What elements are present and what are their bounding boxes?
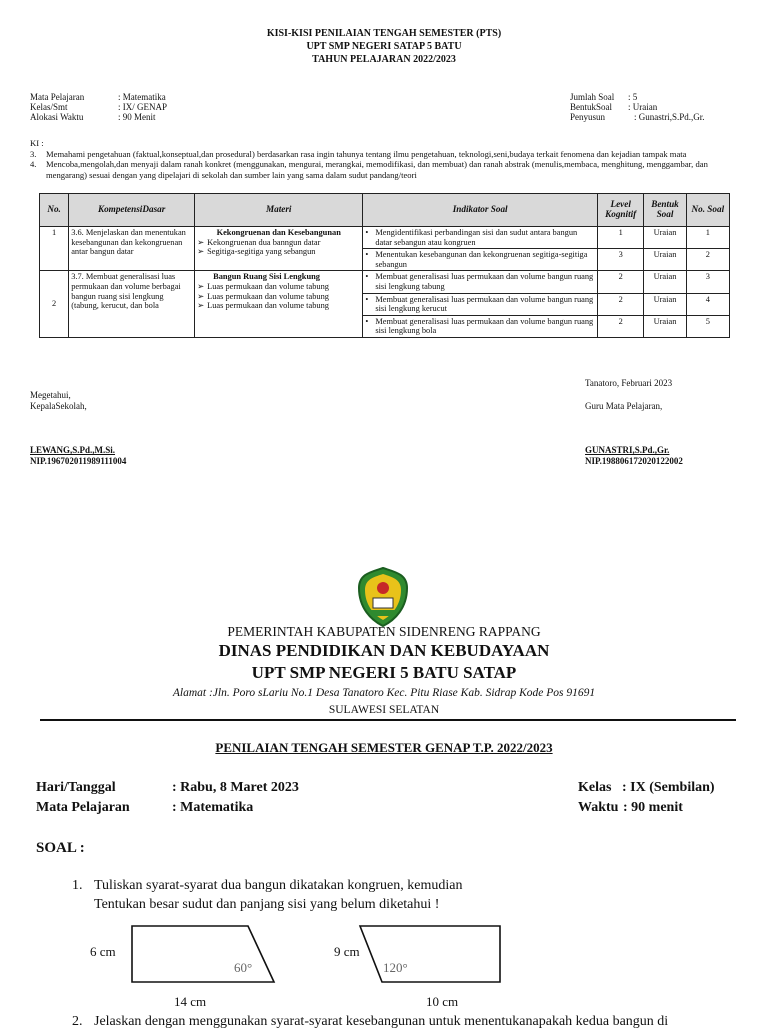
meta-value: : Uraian: [628, 102, 658, 112]
row-materi: [195, 271, 363, 338]
row-no: 2: [40, 271, 69, 338]
row-nosoal: 1: [686, 227, 729, 249]
arrow-bullet-icon: ➢: [197, 247, 205, 257]
arrow-bullet-icon: ➢: [197, 281, 205, 291]
row-bentuk: Uraian: [644, 315, 686, 337]
ki-text: Memahami pengetahuan (faktual,konseptual,dan prosedural) berdasarkan rasa ingin tahunya tentang ilmu pengetahuan, teknologi,seni,budaya terkait fenomena dan kejadian tampak mata: [46, 148, 687, 159]
row-indikator: [363, 227, 598, 249]
row-level: 1: [598, 227, 644, 249]
col-header-materi: Materi: [195, 194, 363, 227]
sign-left-l2: KepalaSekolah,: [30, 401, 87, 411]
row-nosoal: 3: [686, 271, 729, 293]
regency-logo-icon: [355, 566, 411, 628]
shape2-angle-label: 120°: [383, 960, 408, 975]
q2-number: 2.: [72, 1014, 83, 1029]
bullet-icon: •: [365, 228, 369, 237]
kisi-title: KISI-KISI PENILAIAN TENGAH SEMESTER (PTS): [266, 28, 502, 39]
materi-title: Kekongruenan dan Kesebangunan: [216, 228, 341, 237]
time-value: : 90 menit: [623, 800, 683, 815]
q1-number: 1.: [72, 878, 83, 893]
materi-item: Kekongruenan dua banngun datar: [207, 237, 321, 247]
materi-item: Luas permukaan dan volume tabung: [207, 291, 329, 301]
kop-government: PEMERINTAH KABUPATEN SIDENRENG RAPPANG: [227, 624, 541, 639]
shape1-angle-label: 60°: [234, 960, 253, 975]
list-item: [197, 292, 360, 302]
bullet-icon: •: [365, 294, 369, 304]
kisi-header: [0, 27, 768, 66]
kop-address: Alamat :Jln. Poro sLariu No.1 Desa Tanatoro Kec. Pitu Riase Kab. Sidrap Kode Pos 91691: [172, 687, 596, 699]
indikator-text: Membuat generalisasi luas permukaan dan volume bangun ruang sisi lengkung kerucut: [375, 294, 594, 314]
indikator-text: Membuat generalisasi luas permukaan dan volume bangun ruang sisi lengkung tabung: [375, 272, 594, 291]
row-nosoal: 2: [686, 249, 729, 271]
meta-value: : Gunastri,S.Pd.,Gr.: [634, 112, 705, 122]
sign-right-title: Guru Mata Pelajaran,: [585, 401, 663, 411]
list-item: [197, 282, 360, 292]
ki-label: KI :: [30, 138, 44, 148]
meta-value: : IX/ GENAP: [118, 102, 167, 112]
shape1-side-label: 6 cm: [90, 944, 116, 959]
day-label: Hari/Tanggal: [36, 780, 116, 795]
sign-date: Tanatoro, Februari 2023: [585, 378, 673, 388]
kop-province: SULAWESI SELATAN: [328, 704, 440, 716]
meta-value: : 90 Menit: [118, 112, 156, 122]
list-item: [197, 301, 360, 311]
row-level: 3: [598, 249, 644, 271]
q2-text: Jelaskan dengan menggunakan syarat-syarat kesebangunan untuk menentukanapakah kedua bangun di: [94, 1014, 669, 1029]
meta-label: BentukSoal: [570, 102, 612, 112]
row-level: 2: [598, 293, 644, 315]
sign-right-names: [585, 445, 683, 467]
principal-name: LEWANG,S.Pd.,M.Si.: [30, 445, 116, 455]
row-bentuk: Uraian: [644, 249, 686, 271]
sign-left-l1: Megetahui,: [30, 390, 71, 400]
row-nosoal: 4: [686, 293, 729, 315]
class-label: Kelas: [578, 780, 612, 795]
teacher-name: GUNASTRI,S.Pd.,Gr.: [585, 445, 670, 455]
subject-value: : Matematika: [172, 800, 254, 815]
soal-label: SOAL :: [36, 840, 85, 856]
table-row: [40, 227, 730, 249]
exam-title: PENILAIAN TENGAH SEMESTER GENAP T.P. 2022/2023: [215, 740, 553, 755]
arrow-bullet-icon: ➢: [197, 291, 205, 301]
row-no: 1: [40, 227, 69, 271]
row-bentuk: Uraian: [644, 227, 686, 249]
row-materi: [195, 227, 363, 271]
kisi-table: [39, 193, 730, 338]
bullet-icon: •: [365, 272, 369, 282]
shape2-side-label: 9 cm: [334, 944, 360, 959]
sign-left: [30, 390, 87, 412]
ki-block: [30, 138, 750, 180]
table-row: [40, 271, 730, 293]
indikator-text: Mengidentifikasi perbandingan sisi dan sudut antara bangun datar sebangun atau kongruen: [375, 228, 578, 247]
row-kd: 3.7. Membuat generalisasi luas permukaan dan volume berbagai bangun ruang sisi lengkung (tabung, kerucut, dan bola: [69, 271, 195, 338]
row-level: 2: [598, 271, 644, 293]
materi-title: Bangun Ruang Sisi Lengkung: [213, 272, 320, 282]
row-bentuk: Uraian: [644, 293, 686, 315]
meta-label: Kelas/Smt: [30, 102, 68, 112]
bullet-icon: •: [365, 316, 369, 326]
q1-line2: Tentukan besar sudut dan panjang sisi yang belum diketahui !: [94, 897, 440, 912]
subject-label: Mata Pelajaran: [36, 800, 130, 815]
school-name: UPT SMP NEGERI SATAP 5 BATU: [306, 41, 462, 52]
materi-item: Luas permukaan dan volume tabung: [207, 301, 329, 311]
materi-item: Luas permukaan dan volume tabung: [207, 281, 329, 291]
row-kd: 3.6. Menjelaskan dan menentukan kesebangunan dan kekongruenan antar bangun datar: [69, 227, 195, 271]
q1-line1: Tuliskan syarat-syarat dua bangun dikatakan kongruen, kemudian: [94, 878, 463, 893]
list-item: [197, 238, 360, 248]
kop-divider: [40, 719, 736, 721]
list-item: [197, 247, 360, 257]
q1-text: [94, 876, 462, 914]
ki-num: 4.: [30, 159, 37, 169]
materi-item: Segitiga-segitiga yang sebangun: [207, 247, 316, 257]
indikator-text: Membuat generalisasi luas permukaan dan volume bangun ruang sisi lengkung bola: [375, 316, 594, 336]
time-label: Waktu: [578, 800, 619, 815]
meta-label: Alokasi Waktu: [30, 112, 84, 122]
row-bentuk: Uraian: [644, 271, 686, 293]
meta-value: : Matematika: [118, 92, 166, 102]
meta-label: Penyusun: [570, 112, 606, 122]
row-indikator: [363, 249, 598, 271]
meta-right: [570, 92, 705, 122]
col-header-nosoal: No. Soal: [686, 194, 729, 227]
col-header-indikator: Indikator Soal: [363, 194, 598, 227]
arrow-bullet-icon: ➢: [197, 301, 205, 311]
ki-text: Mencoba,mengolah,dan menyaji dalam ranah konkret (menggunakan, mengurai, merangkai, memodifikasi, dan membuat) dan ranah abstrak (menulis,membaca, menghitung, menggambar, dan mengarang) sesuai dengan yang dipelajari di sekolah dan sumber lain yang sama dalam sudut pandang/teori: [46, 159, 708, 180]
row-indikator: [363, 315, 598, 337]
teacher-nip: NIP.198806172020122002: [585, 456, 683, 466]
row-indikator: [363, 271, 598, 293]
ki-num: 3.: [30, 148, 37, 159]
kop-department: DINAS PENDIDIKAN DAN KEBUDAYAAN: [218, 641, 550, 660]
shape2-bottom-label: 10 cm: [426, 994, 459, 1009]
school-year: TAHUN PELAJARAN 2022/2023: [312, 54, 456, 65]
col-header-no: No.: [40, 194, 69, 227]
row-level: 2: [598, 315, 644, 337]
shape-parallelogram-2: [352, 920, 512, 995]
col-header-bentuk: Bentuk Soal: [644, 194, 686, 227]
meta-value: : 5: [628, 92, 638, 102]
row-nosoal: 5: [686, 315, 729, 337]
kop-school: UPT SMP NEGERI 5 BATU SATAP: [251, 663, 517, 682]
col-header-kd: KompetensiDasar: [69, 194, 195, 227]
meta-left: [30, 92, 167, 122]
shape1-bottom-label: 14 cm: [174, 994, 207, 1009]
principal-nip: NIP.196702011989111004: [30, 456, 127, 466]
class-value: : IX (Sembilan): [622, 780, 715, 795]
shape-parallelogram-1: [126, 920, 286, 995]
arrow-bullet-icon: ➢: [197, 237, 205, 247]
row-indikator: [363, 293, 598, 315]
day-value: : Rabu, 8 Maret 2023: [172, 780, 299, 795]
col-header-level: Level Kognitif: [598, 194, 644, 227]
meta-label: Mata Pelajaran: [30, 92, 85, 102]
meta-label: Jumlah Soal: [570, 92, 615, 102]
indikator-text: Menentukan kesebangunan dan kekongruenan segitiga-segitiga sebangun: [375, 250, 588, 269]
bullet-icon: •: [365, 250, 369, 260]
sign-left-names: [30, 445, 126, 467]
